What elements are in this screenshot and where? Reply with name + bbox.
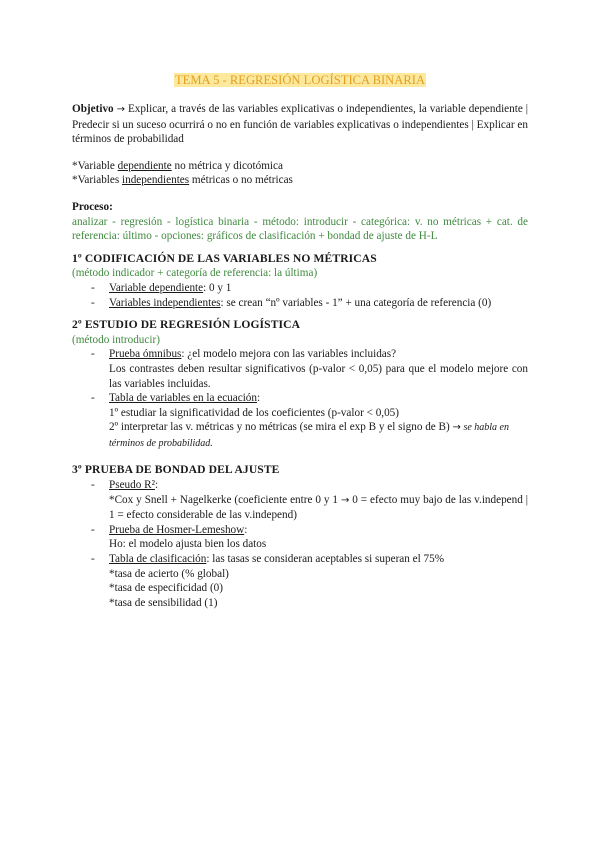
objetivo-text: Explicar, a través de las variables explicativas o independientes, la variable dependiente | Predecir si un suceso ocurrirá o no en función de variables explicativas o independientes | Explicar en términos de probabilidad (72, 103, 529, 146)
arrow-icon: → (116, 104, 125, 115)
section-2-heading: 2º ESTUDIO DE REGRESIÓN LOGÍSTICA (72, 318, 301, 332)
section-1-list (72, 281, 528, 310)
proceso-label: Proceso: (72, 200, 113, 213)
section-1-note: (método indicador + categoría de referencia: la última) (72, 267, 318, 280)
list-item: - Prueba ómnibus: ¿el modelo mejora con las variables incluidas? Los contrastes deben resultar significativos (p-valor < 0,05) para que el modelo mejore con las variables incluidas. (72, 347, 528, 391)
list-item: - Prueba de Hosmer-Lemeshow: Ho: el modelo ajusta bien los datos (72, 523, 528, 552)
list-item: - Variables independientes: se crean “nº variables - 1” + una categoría de referencia (0) (72, 296, 528, 311)
section-3-list (72, 478, 528, 610)
list-item: - Tabla de variables en la ecuación: 1º estudiar la significatividad de los coeficientes (p-valor < 0,05) 2º interpretar las v. métricas y no métricas (se mira el exp B y el signo de B) → se habla en términos de probabilidad. (72, 391, 528, 451)
list-item: - Variable dependiente: 0 y 1 (72, 281, 528, 296)
proceso-text: analizar - regresión - logística binaria - método: introducir - categórica: v. no métricas + cat. de referencia: último - opciones: gráficos de clasificación + bondad de ajuste de H-L (72, 215, 528, 243)
document-page (72, 72, 528, 610)
arrow-icon: → (340, 494, 350, 506)
arrow-icon: → (452, 422, 461, 434)
section-3-heading: 3º PRUEBA DE BONDAD DEL AJUSTE (72, 463, 280, 477)
section-2-list (72, 347, 528, 451)
list-item: - Tabla de clasificación: las tasas se consideran aceptables si superan el 75% *tasa de acierto (% global) *tasa de especificidad (0) *tasa de sensibilidad (1) (72, 552, 528, 610)
section-1-heading: 1º CODIFICACIÓN DE LAS VARIABLES NO MÉTRICAS (72, 251, 377, 265)
document-title: TEMA 5 - REGRESIÓN LOGÍSTICA BINARIA (174, 73, 426, 87)
objetivo-paragraph (72, 102, 528, 147)
section-2-note: (método introducir) (72, 333, 160, 346)
variable-dependiente-line: *Variable dependiente no métrica y dicotómica (72, 159, 283, 172)
objetivo-label: Objetivo (72, 103, 114, 115)
list-item: - Pseudo R²: *Cox y Snell + Nagelkerke (coeficiente entre 0 y 1 → 0 = efecto muy bajo de las v.independ | 1 = efecto considerable de las v.independ) (72, 478, 528, 523)
variables-independientes-line: *Variables independientes métricas o no métricas (72, 174, 293, 187)
